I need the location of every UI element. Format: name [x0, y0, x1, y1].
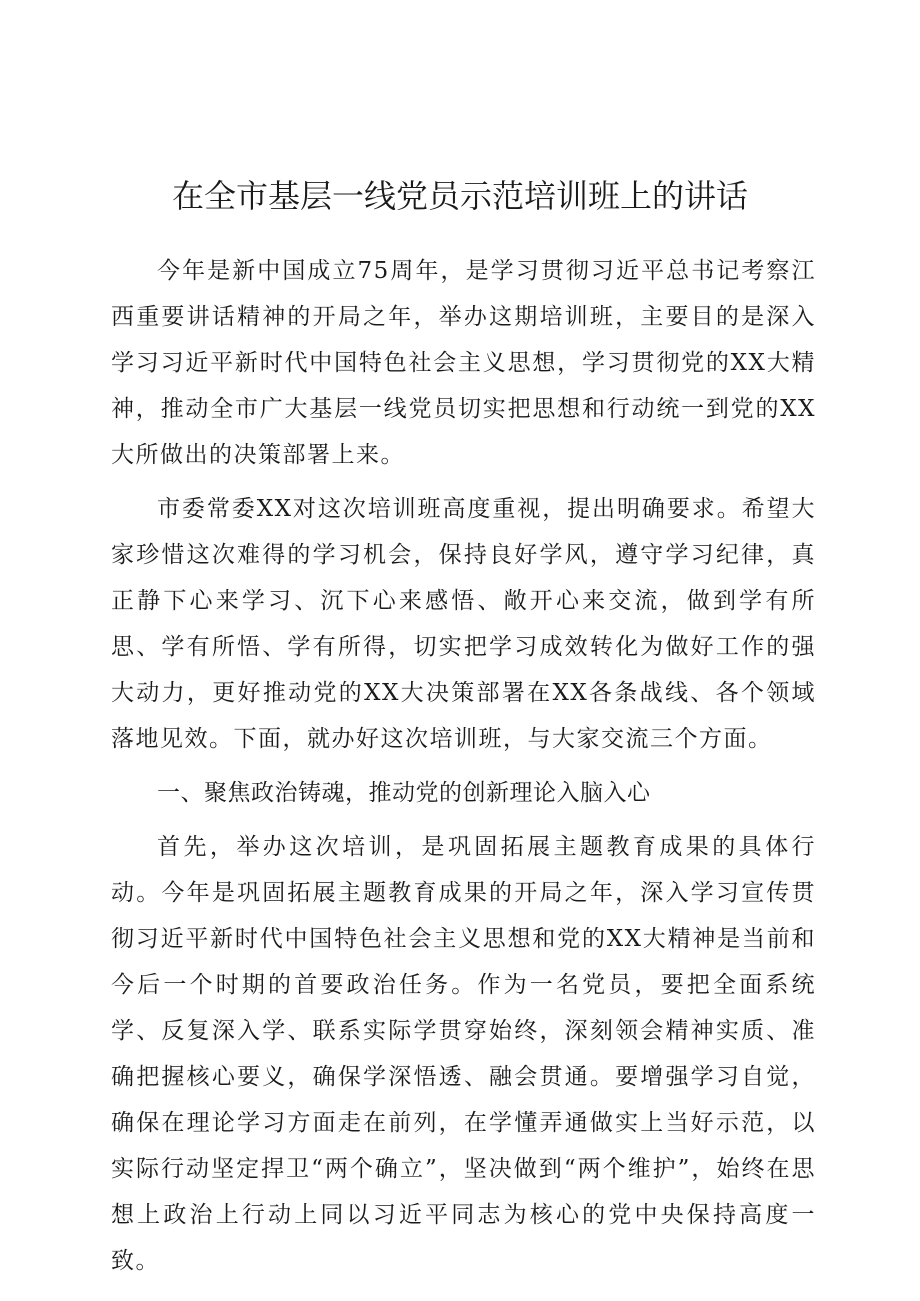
document-body	[111, 248, 816, 1292]
section-heading: 一、聚焦政治铸魂，推动党的创新理论入脑入心	[157, 780, 651, 806]
paragraph-requirements: 市委常委XX对这次培训班高度重视，提出明确要求。希望大家珍惜这次难得的学习机会，保持良好学风，遵守学习纪律，真正静下心来学习、沉下心来感悟、敞开心来交流，做到学有所思、学有所悟、学有所得，切实把学习成效转化为做好工作的强大动力，更好推动党的XX大决策部署在XX各条战线、各个领域落地见效。下面，就办好这次培训班，与大家交流三个方面。	[111, 496, 816, 752]
paragraph-intro: 今年是新中国成立75周年，是学习贯彻习近平总书记考察江西重要讲话精神的开局之年，举办这期培训班，主要目的是深入学习习近平新时代中国特色社会主义思想，学习贯彻党的XX大精神，推动全市广大基层一线党员切实把思想和行动统一到党的XX大所做出的决策部署上来。	[111, 258, 816, 468]
paragraph-section-one: 首先，举办这次培训，是巩固拓展主题教育成果的具体行动。今年是巩固拓展主题教育成果的开局之年，深入学习宣传贯彻习近平新时代中国特色社会主义思想和党的XX大精神是当前和今后一个时期的首要政治任务。作为一名党员，要把全面系统学、反复深入学、联系实际学贯穿始终，深刻领会精神实质、准确把握核心要义，确保学深悟透、融会贯通。要增强学习自觉，确保在理论学习方面走在前列，在学懂弄通做实上当好示范，以实际行动坚定捍卫“两个确立”，坚决做到“两个维护”，始终在思想上政治上行动上同以习近平同志为核心的党中央保持高度一致。	[111, 834, 816, 1274]
document-title: 在全市基层一线党员示范培训班上的讲话	[171, 177, 748, 215]
